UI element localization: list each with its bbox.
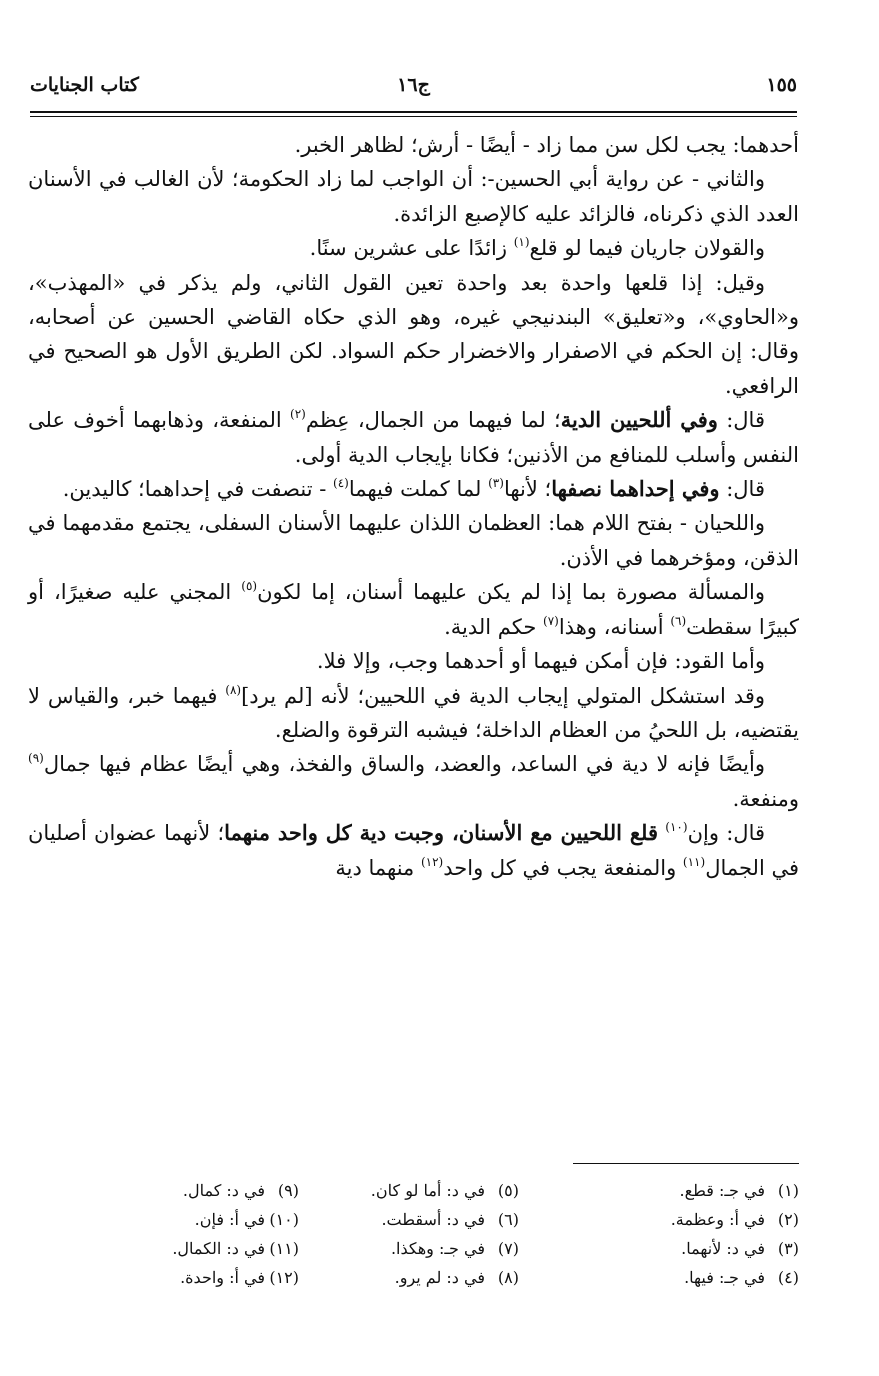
footnote [289,1263,519,1292]
text-run: والقولان جاريان فيما لو قلع [529,236,765,261]
footnote-number: (١٢) [269,1268,299,1287]
page-number: ١٥٥ [766,74,797,96]
text-run: منهما دية [335,855,421,880]
text-run: فيهما خبر، والقياس لا يقتضيه، بل اللحيُ من العظام الداخلة؛ فيشبه الترقوة والضلع. [28,683,799,742]
paragraph [28,506,799,575]
footnote-text: في أ: فإن. [194,1210,265,1229]
text-run: المنفعة، وذهابهما أخوف على النفس وأسلب للمنافع من الأذنين؛ فكانا بإيجاب الدية أولى. [28,408,799,467]
footnote-text: في جـ: قطع. [679,1181,765,1200]
footnote-ref: (١٢) [420,854,444,869]
footnote-number: (٥) [497,1181,519,1200]
footnote [69,1176,299,1205]
text-run: ؛ لأنها [503,477,552,502]
text-run: أسنانه، وهذا [558,614,671,639]
footnote-number: (٨) [497,1268,519,1287]
footnote [289,1234,519,1263]
paragraph [28,472,799,506]
header-rule-thin [30,116,797,117]
text-run: قال: [717,408,765,433]
footnote [69,1234,299,1263]
text-run: - تنصفت في إحداهما؛ كاليدين. [62,477,333,502]
footnote [569,1263,799,1292]
footnote-column-2 [289,1176,519,1292]
paragraph [28,679,799,748]
footnote [569,1205,799,1234]
bold-text: وفي إحداهما نصفها [551,476,720,502]
footnote-ref: (٦) [670,613,687,628]
footnote-ref: (٩) [28,751,44,766]
footnote-number: (٧) [497,1239,519,1258]
bold-text: وفي أللحيين الدية [560,407,718,433]
paragraph [28,266,799,404]
footnote-ref: (٢) [290,407,306,422]
footnote-text: في أ: واحدة. [180,1268,265,1287]
text-run: وقد استشكل المتولي إيجاب الدية في اللحيين؛ لأنه [لم يرد] [241,683,765,708]
footnote [289,1176,519,1205]
footnote-text: في د: كمال. [182,1181,265,1200]
text-run: ومنفعة. [732,786,799,811]
footnote-ref: (٨) [225,682,242,697]
footnote-separator [573,1163,799,1164]
book-title: كتاب الجنايات [30,74,139,96]
text-run: لما كملت فيهما [348,477,489,502]
footnote-ref: (١٠) [665,820,688,835]
footnote-text: في جـ: فيها. [684,1268,765,1287]
footnote-text: في أ: وعظمة. [670,1210,765,1229]
text-run: واللحيان - بفتح اللام هما: العظمان اللذان عليهما الأسنان السفلى، يجتمع مقدمهما في الذقن، ومؤخرهما في الأذن. [28,511,799,570]
text-run: أحدهما: يجب لكل سن مما زاد - أيضًا - أرش؛ لظاهر الخبر. [294,133,799,157]
text-run: وأيضًا فإنه لا دية في الساعد، والعضد، والساق والفخذ، وهي أيضًا عظام فيها جمال [43,752,765,777]
paragraph [28,747,799,816]
text-run: والمنفعة يجب في كل واحد [443,855,683,880]
text-run: زائدًا على عشرين سنًا. [309,236,514,261]
text-run: وقيل: إذا قلعها واحدة بعد واحدة تعين القول الثاني، ولم يذكر في «المهذب»، و«الحاوي»، و«تعليق» البندنيجي غيره، وهو الذي حكاه القاضي الحسين عن أصحابه، وقال: إن الحكم في الاصفرار والاخضرار حكم السواد. لكن الطريق الأول هو الصحيح في الرافعي. [28,270,799,398]
footnote-text: في د: لأنهما. [681,1239,765,1258]
paragraph [28,403,799,472]
footnote-text: في جـ: وهكذا. [390,1239,485,1258]
footnote-column-3 [69,1176,299,1292]
text-run: حكم الدية. [444,614,544,639]
footnote-number: (٩) [277,1181,299,1200]
footnote-ref: (٤) [333,476,349,491]
text-run: وأما القود: فإن أمكن فيهما أو أحدهما وجب، وإلا فلا. [316,649,765,674]
footnote-number: (٤) [777,1268,799,1287]
text-run: ؛ لأنهما عضوان أصليان في الجمال [28,821,799,880]
footnote-number: (٣) [777,1239,799,1258]
footnote [69,1263,299,1292]
footnote-ref: (٧) [543,613,559,628]
footnote-number: (١٠) [269,1210,299,1229]
paragraph [28,575,799,644]
text-run: والمسألة مصورة بما إذا لم يكن عليهما أسنان، إما لكون [257,580,765,605]
footnote-number: (١١) [269,1239,299,1258]
paragraph [28,162,799,231]
footnote-text: في د: لم يرو. [394,1268,485,1287]
text-run: قال: [719,477,765,502]
footnote [569,1176,799,1205]
main-text [28,128,799,885]
volume-label: ج١٦ [397,74,430,96]
text-run: المجني عليه صغيرًا، أو كبيرًا سقطت [28,580,799,639]
footnote-ref: (١) [513,235,530,250]
text-run: والثاني - عن رواية أبي الحسين-: أن الواجب لما زاد الحكومة؛ لأن الغالب في الأسنان العدد الذي ذكرناه، فالزائد عليه كالإصبع الزائدة. [28,167,799,226]
text-run: قال: وإن [687,821,766,846]
footnote-text: في د: أسقطت. [381,1210,485,1229]
footnote [69,1205,299,1234]
footnote-ref: (٥) [241,579,258,594]
paragraph [28,644,799,678]
footnote [289,1205,519,1234]
running-header [30,74,797,104]
footnote-number: (٦) [497,1210,519,1229]
footnote-number: (٢) [777,1210,799,1229]
footnote-column-1 [569,1176,799,1292]
footnote-ref: (٣) [488,476,504,491]
footnote-text: في د: أما لو كان. [370,1181,485,1200]
footnote-text: في د: الكمال. [172,1239,265,1258]
paragraph [28,128,799,162]
paragraph [28,231,799,265]
header-rule-thick [30,111,797,113]
paragraph [28,816,799,885]
footnote-number: (١) [777,1181,799,1200]
bold-text: قلع اللحيين مع الأسنان، وجبت دية كل واحد منهما [224,820,659,846]
footnote-ref: (١١) [682,854,706,869]
footnote [569,1234,799,1263]
text-run: ؛ لما فيهما من الجمال، عِظم [305,408,561,433]
